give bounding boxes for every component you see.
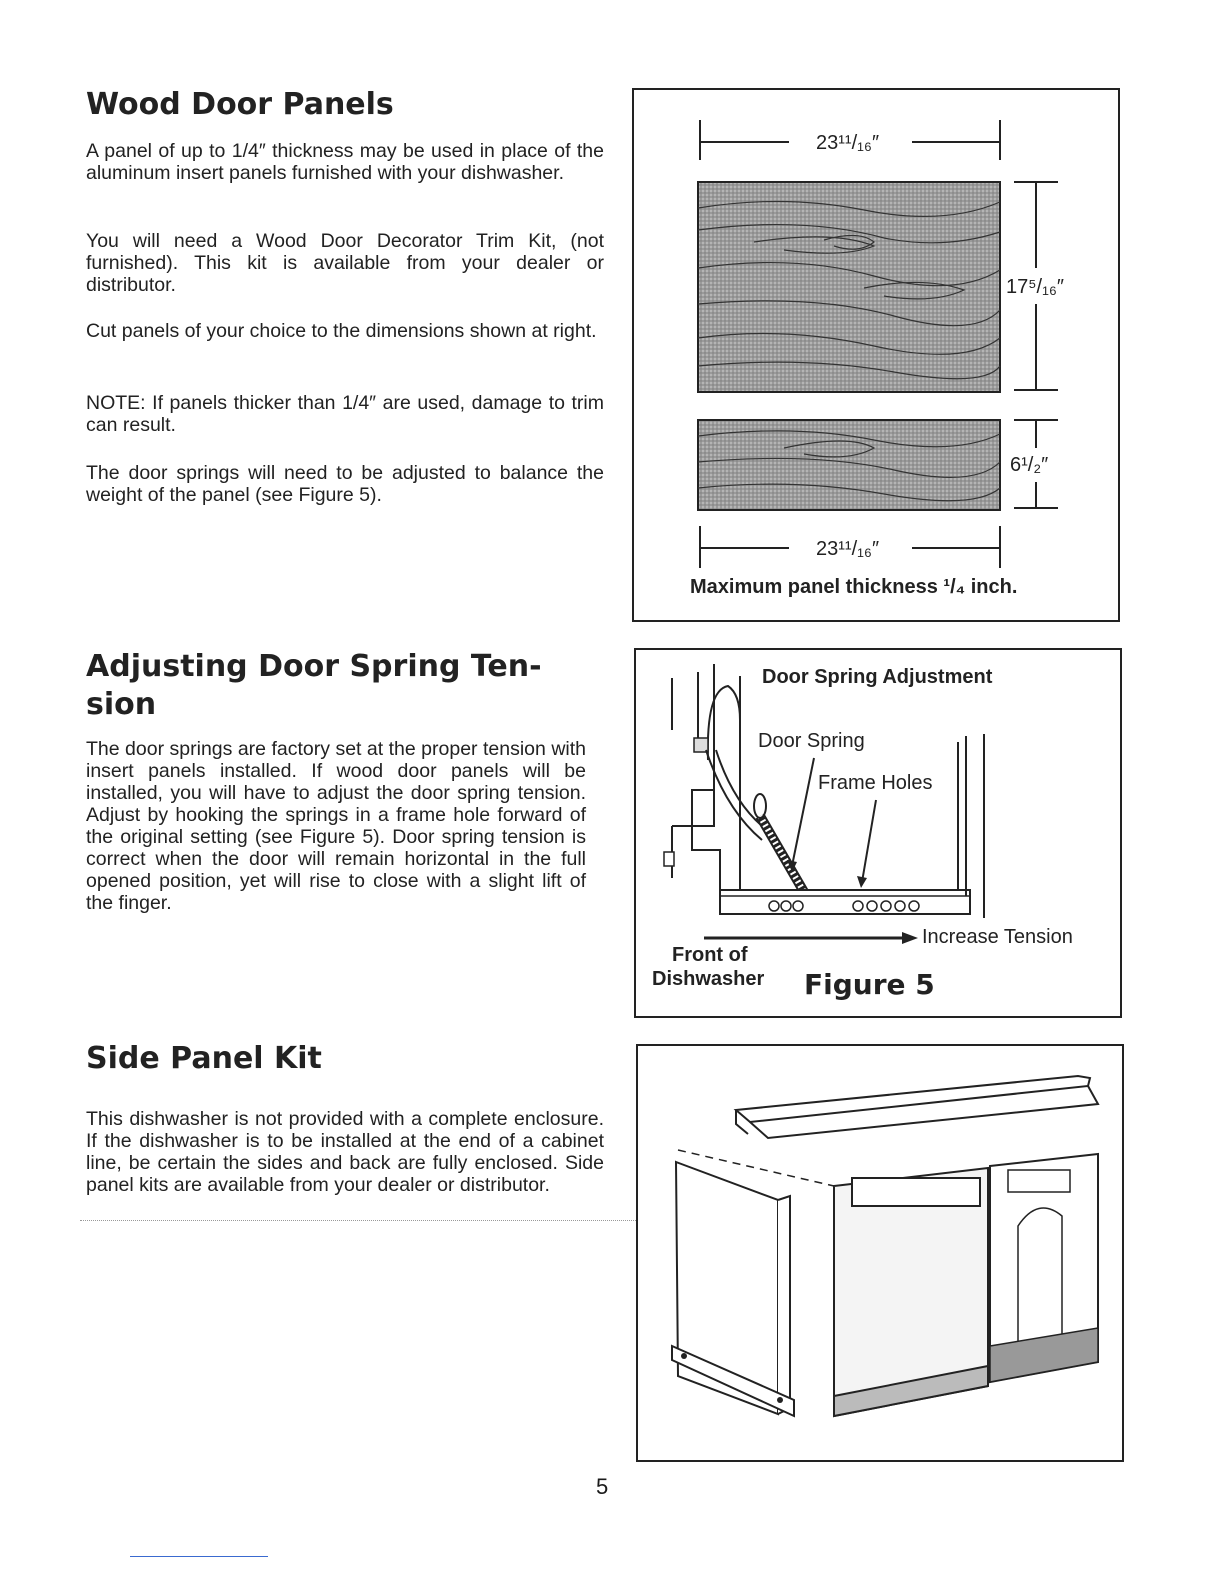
figure5-title: Door Spring Adjustment (762, 666, 993, 688)
figure-5-label: Figure 5 (804, 968, 935, 1001)
side-paragraph: This dishwasher is not provided with a complete enclosure. If the dishwasher is to be installed at the end of a cabinet line, be certain the sides and back are fully enclosed. Side panel kits are available from your dealer or distributor. (86, 1108, 604, 1196)
wood-paragraph-2: You will need a Wood Door Decorator Trim Kit, (not furnished). This kit is available from your dealer or distributor. (86, 230, 604, 296)
wood-paragraph-4: NOTE: If panels thicker than 1/4″ are used, damage to trim can result. (86, 392, 604, 436)
side-panel-kit-drawing (638, 1046, 1122, 1460)
section-title-adjusting-spring-line2: sion (86, 687, 157, 722)
panel-thickness-caption: Maximum panel thickness ¹/₄ inch. (690, 576, 1018, 598)
front-of-label: Front of (672, 944, 748, 966)
upper-wood-panel (698, 182, 1000, 392)
increase-tension-label: Increase Tension (922, 926, 1073, 948)
figure-5-door-spring (634, 648, 1122, 1018)
panel-dimensions-figure (632, 88, 1120, 622)
wood-paragraph-5: The door springs will need to be adjusted to balance the weight of the panel (see Figure 5). (86, 462, 604, 506)
width-bottom-label: 23¹¹/₁₆″ (816, 538, 880, 560)
height-upper-label: 17⁵/₁₆″ (1006, 276, 1064, 298)
footer-rule (130, 1556, 268, 1557)
dotted-divider (80, 1220, 640, 1221)
door-spring-label: Door Spring (758, 730, 865, 752)
page-number: 5 (596, 1474, 609, 1499)
frame-holes-label: Frame Holes (818, 772, 933, 794)
section-title-side-panel-kit: Side Panel Kit (86, 1041, 322, 1076)
side-panel-kit-figure (636, 1044, 1124, 1462)
width-top-label: 23¹¹/₁₆″ (816, 132, 880, 154)
dishwasher-label: Dishwasher (652, 968, 765, 990)
lower-wood-panel (698, 420, 1000, 510)
section-title-adjusting-spring-line1: Adjusting Door Spring Ten- (86, 649, 542, 684)
adjust-paragraph: The door springs are factory set at the proper tension with insert panels installed. If wood door panels will be installed, you will have to adjust the door spring tension. Adjust by hooking the springs in a frame hole forward of the original setting (see Figure 5). Door spring tension is correct when the door will remain horizontal in the full opened position, yet will rise to close with a slight lift of the finger. (86, 738, 586, 914)
height-lower-label: 6¹/₂″ (1010, 454, 1049, 476)
wood-paragraph-3: Cut panels of your choice to the dimensions shown at right. (86, 320, 597, 342)
wood-paragraph-1: A panel of up to 1/4″ thickness may be used in place of the aluminum insert panels furnished with your dishwasher. (86, 140, 604, 184)
section-title-wood-door-panels: Wood Door Panels (86, 87, 394, 122)
